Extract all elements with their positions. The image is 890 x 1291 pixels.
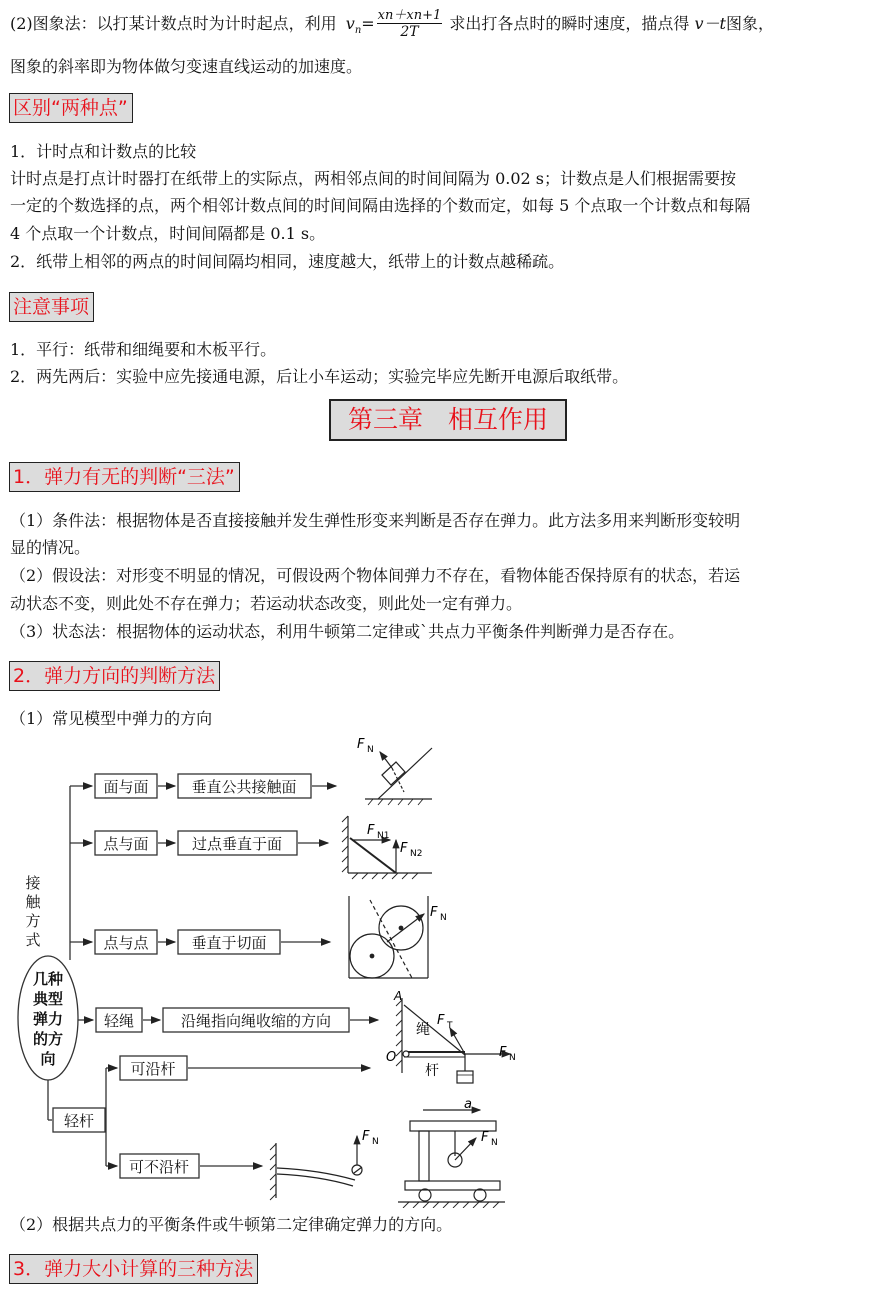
force-label: F xyxy=(362,1129,370,1144)
text-line: 4 个点取一个计数点，时间间隔都是 0.1 s。 xyxy=(10,224,326,243)
text-line: 显的情况。 xyxy=(10,538,91,557)
force-label: F xyxy=(437,1013,445,1028)
rope-rod-illustration xyxy=(396,998,510,1083)
section-heading-elastic-judge: 1．弹力有无的判断“三法” xyxy=(9,462,240,492)
text-line: （1）常见模型中弹力的方向 xyxy=(10,709,213,728)
force-label: F xyxy=(367,823,375,838)
diagram-label: 过点垂直于面 xyxy=(191,835,283,853)
force-label: F xyxy=(400,841,408,856)
text-line: （2）假设法：对形变不明显的情况，可假设两个物体间弹力不存在，看物体能否保持原有的状态，若运 xyxy=(10,566,741,585)
rod-label: 杆 xyxy=(425,1063,439,1079)
contact-label: 式 xyxy=(25,931,41,949)
text-line: 一定的个数选择的点，两个相邻计数点间的时间间隔由选择的个数而定，如每 5 个点取一个计数点和每隔 xyxy=(10,196,751,215)
point-label: O xyxy=(386,1050,397,1065)
diagram-label: 点与面 xyxy=(103,835,149,853)
force-label: F xyxy=(499,1045,507,1060)
root-label: 典型 xyxy=(32,990,64,1008)
contact-label: 接 xyxy=(25,874,41,892)
force-sub: T xyxy=(447,1021,453,1031)
root-label: 的方 xyxy=(32,1030,64,1048)
point-label: A xyxy=(394,989,403,1003)
root-label: 几种 xyxy=(32,970,64,988)
text-line: 1．平行：纸带和细绳要和木板平行。 xyxy=(10,340,277,359)
diagram-label: 轻杆 xyxy=(63,1112,95,1130)
text-line: 2．两先两后：实验中应先接通电源，后让小车运动；实验完毕应先断开电源后取纸带。 xyxy=(10,367,629,386)
diagram-label: 点与点 xyxy=(103,934,149,952)
contact-label: 方 xyxy=(25,912,41,930)
diagram-label: 可不沿杆 xyxy=(128,1158,190,1176)
text-line: （2）根据共点力的平衡条件或牛顿第二定律确定弹力的方向。 xyxy=(10,1215,453,1234)
force-sub: N xyxy=(509,1053,516,1063)
diagram-label: 轻绳 xyxy=(103,1012,135,1030)
force-sub: N xyxy=(372,1137,379,1147)
rope-label: 绳 xyxy=(416,1022,430,1038)
text-line: （1）条件法：根据物体是否直接接触并发生弹性形变来判断是否存在弹力。此方法多用来判断形变较明 xyxy=(10,511,741,530)
force-sub: N xyxy=(440,913,447,923)
force-sub: N xyxy=(491,1138,498,1148)
section-heading-elastic-magnitude: 3．弹力大小计算的三种方法 xyxy=(9,1254,258,1284)
section-heading-notes: 注意事项 xyxy=(9,292,94,322)
balls-illustration xyxy=(349,896,428,978)
diagram-label: 垂直于切面 xyxy=(191,934,267,952)
elastic-direction-diagram xyxy=(0,728,890,1208)
force-sub: N xyxy=(367,745,374,755)
force-label: F xyxy=(357,737,365,752)
corner-rod-illustration xyxy=(342,816,432,879)
text-line: 1．计时点和计数点的比较 xyxy=(10,142,197,161)
text-line: 计时点是打点计时器打在纸带上的实际点，两相邻点间的时间间隔为 0.02 s；计数点是人们根据需要按 xyxy=(10,169,737,188)
force-label: F xyxy=(430,905,438,920)
diagram-label: 可沿杆 xyxy=(130,1060,176,1078)
root-label: 向 xyxy=(40,1050,56,1068)
section-heading-two-points: 区别“两种点” xyxy=(9,93,133,123)
text-line: 2．纸带上相邻的两点的时间间隔均相同，速度越大，纸带上的计数点越稀疏。 xyxy=(10,252,565,271)
cart-illustration xyxy=(398,1110,505,1208)
accel-label: a xyxy=(464,1097,472,1112)
formula: $v_n=$ $\frac{xn+xn+1}{2T}$ xyxy=(345,8,442,40)
formula-line: (2)图象法：以打某计数点时为计时起点，利用 $v_n=$ $\frac{xn+xn+1}{2T}$ 求出打各点时的瞬时速度，描点得 v－t图象， xyxy=(10,8,774,40)
chapter-title: 第三章 相互作用 xyxy=(329,399,567,441)
diagram-label: 垂直公共接触面 xyxy=(191,778,297,796)
incline-illustration xyxy=(365,748,432,805)
diagram-label: 沿绳指向绳收缩的方向 xyxy=(180,1012,332,1030)
contact-label: 触 xyxy=(25,893,41,911)
force-sub: N1 xyxy=(377,831,390,841)
text-line: 图象的斜率即为物体做匀变速直线运动的加速度。 xyxy=(10,57,363,76)
root-label: 弹力 xyxy=(32,1010,64,1028)
text-line: （3）状态法：根据物体的运动状态，利用牛顿第二定律或`共点力平衡条件判断弹力是否存在。 xyxy=(10,622,685,641)
text-line: 动状态不变，则此处不存在弹力；若运动状态改变，则此处一定有弹力。 xyxy=(10,594,523,613)
bent-rod-illustration xyxy=(270,1136,362,1200)
force-sub: N2 xyxy=(410,849,423,859)
fraction: $\frac{xn+xn+1}{2T}$ xyxy=(377,8,442,40)
diagram-label: 面与面 xyxy=(103,778,149,796)
section-heading-elastic-direction: 2．弹力方向的判断方法 xyxy=(9,661,220,691)
force-label: F xyxy=(481,1130,489,1145)
